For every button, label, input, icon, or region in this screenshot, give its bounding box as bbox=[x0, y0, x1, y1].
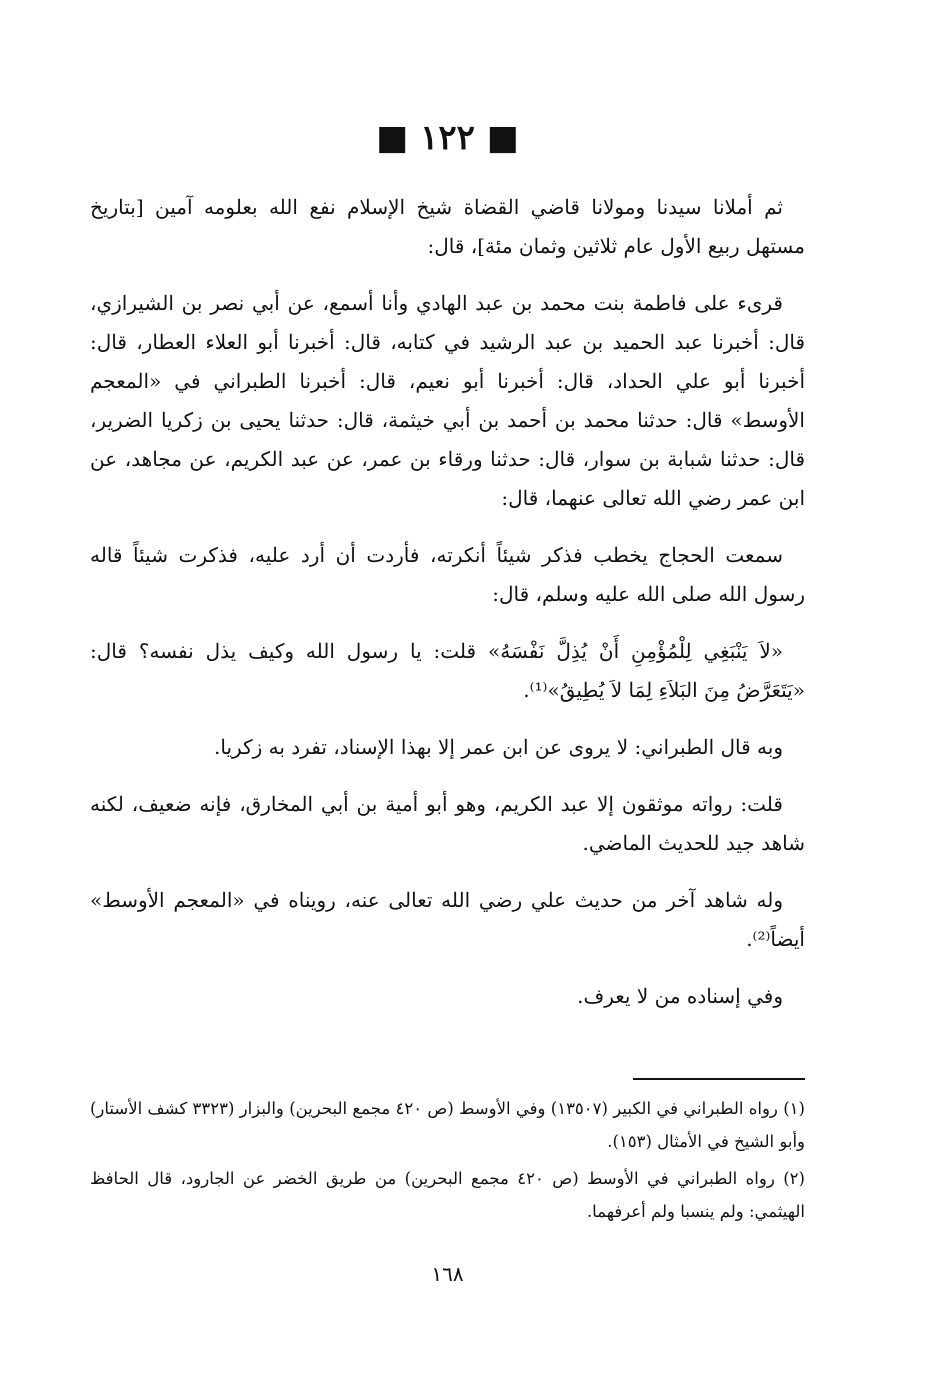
paragraph-isnad: قرىء على فاطمة بنت محمد بن عبد الهادي وأنا أسمع، عن أبي نصر بن الشيرازي، قال: أخبرنا عبد الحميد بن عبد الرشيد في كتابه، قال: أخبرنا أبو العلاء العطار، قال: أخبرنا أبو علي الحداد، قال: أخبرنا أبو نعيم، قال: أخبرنا الطبراني في «المعجم الأوسط» قال: حدثنا محمد بن أحمد بن أبي خيثمة، قال: حدثنا يحيى بن زكريا الضرير، قال: حدثنا شبابة بن سوار، قال: حدثنا ورقاء بن عمر، عن عبد الكريم، عن مجاهد، عن ابن عمر رضي الله تعالى عنهما، قال: bbox=[90, 291, 805, 510]
page-number: ١٦٨ bbox=[431, 1262, 464, 1286]
footnote-1: (١) رواه الطبراني في الكبير (١٣٥٠٧) وفي الأوسط (ص ٤٢٠ مجمع البحرين) والبزار (٣٣٢٣ كشف الأستار) وأبو الشيخ في الأمثال (١٥٣). bbox=[90, 1099, 805, 1151]
paragraph-unknown-narrator: وفي إسناده من لا يعرف. bbox=[577, 984, 783, 1008]
footnotes bbox=[90, 1092, 805, 1232]
paragraph-tabarani-note: وبه قال الطبراني: لا يروى عن ابن عمر إلا بهذا الإسناد، تفرد به زكريا. bbox=[214, 735, 783, 759]
paragraph-supporting-witness: وله شاهد آخر من حديث علي رضي الله تعالى عنه، رويناه في «المعجم الأوسط» أيضاً⁽²⁾. bbox=[90, 888, 805, 951]
paragraph-hadith-matn: «لاَ يَنْبَغِي لِلْمُؤْمِنِ أَنْ يُذِلَّ نَفْسَهُ» قلت: يا رسول الله وكيف يذل نفسه؟ قال: «يَتَعَرَّضُ مِنَ البَلاَءِ لِمَا لاَ يُطِيقُ»⁽¹⁾. bbox=[90, 639, 805, 702]
footnote-2: (٢) رواه الطبراني في الأوسط (ص ٤٢٠ مجمع البحرين) من طريق الخضر عن الجارود، قال الحافظ الهيثمي: ولم ينسبا ولم أعرفهما. bbox=[90, 1169, 805, 1221]
paragraph-author-comment: قلت: رواته موثقون إلا عبد الكريم، وهو أبو أمية بن أبي المخارق، فإنه ضعيف، لكنه شاهد جيد للحديث الماضي. bbox=[90, 792, 805, 855]
book-page bbox=[90, 0, 805, 1377]
main-text bbox=[90, 188, 805, 1016]
paragraph-narration: سمعت الحجاج يخطب فذكر شيئاً أنكرته، فأردت أن أرد عليه، فذكرت شيئاً قاله رسول الله صلى الله عليه وسلم، قال: bbox=[90, 543, 805, 606]
hadith-number-heading: ■ ١٢٢ ■ bbox=[376, 118, 519, 158]
footnote-separator bbox=[633, 1078, 805, 1080]
paragraph-dictation-intro: ثم أملانا سيدنا ومولانا قاضي القضاة شيخ الإسلام نفع الله بعلومه آمين [بتاريخ مستهل ربيع الأول عام ثلاثين وثمان مئة]، قال: bbox=[90, 195, 805, 258]
